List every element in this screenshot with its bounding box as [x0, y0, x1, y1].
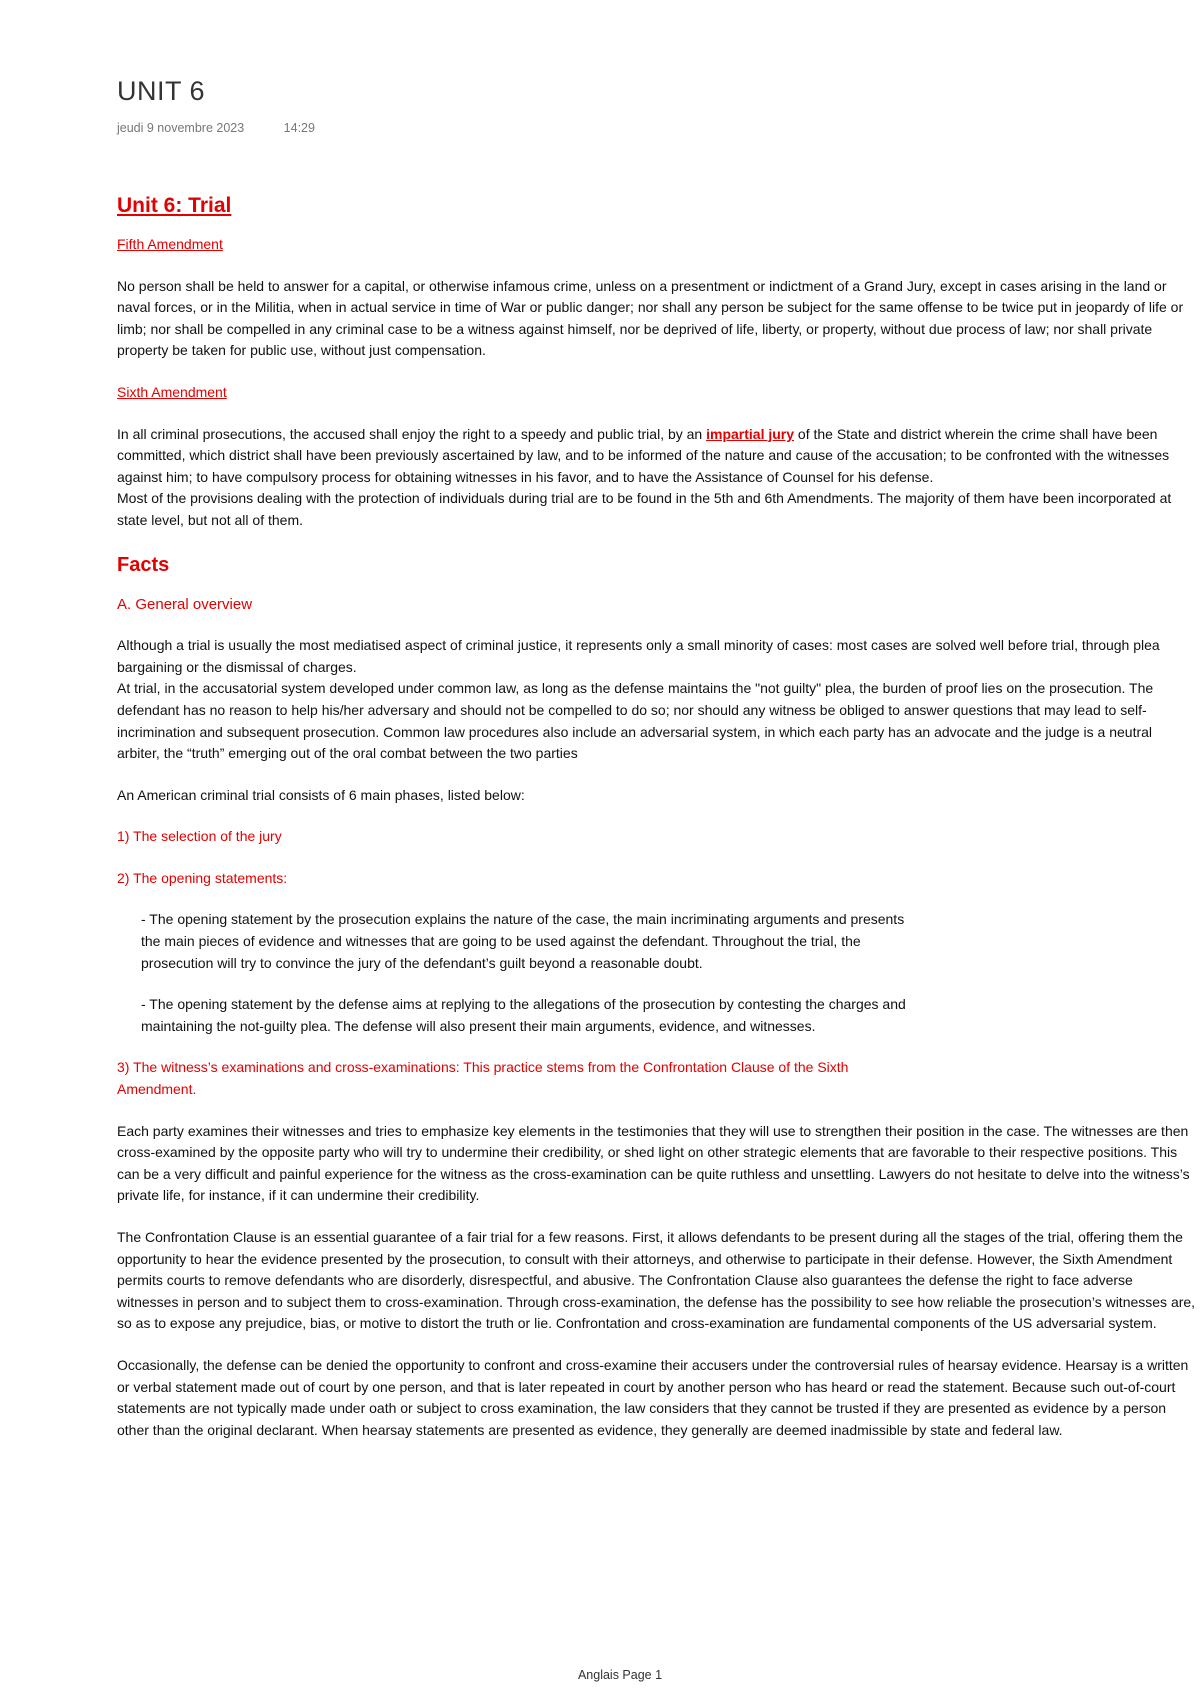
step-opening-statements: 2) The opening statements:	[117, 869, 288, 886]
page-time: 14:29	[283, 121, 315, 135]
general-overview-heading: A. General overview	[117, 595, 253, 613]
bullet-prosecution: - The opening statement by the prosecution explains the nature of the case, the main incriminating arguments and presents the main pieces of evidence and witnesses that are going to be used against the defendant. Throughout the trial, the prosecution will try to convince the jury of the defendant’s guilt beyond a reasonable doubt.	[141, 911, 905, 971]
unit-heading: Unit 6: Trial	[117, 194, 232, 217]
impartial-jury-link[interactable]: impartial jury	[706, 425, 795, 442]
facts-heading: Facts	[117, 553, 170, 576]
fifth-amendment-text: No person shall be held to answer for a capital, or otherwise infamous crime, unless on a presentment or indictment of a Grand Jury, except in cases arising in the land or naval forces, or in the Militia, when in actual service in time of War or public danger; nor shall any person be subject for the same offense to be twice put in jeopardy of life or limb; nor shall be compelled in any criminal case to be a witness against himself, nor be deprived of life, liberty, or property, without due process of law; nor shall private property be taken for public use, without just compensation.	[117, 277, 1184, 359]
bullet-defense: - The opening statement by the defense aims at replying to the allegations of the prosecution by contesting the charges and maintaining the not-guilty plea. The defense will also present their main arguments, evidence, and witnesses.	[141, 996, 906, 1034]
hearsay-paragraph: Occasionally, the defense can be denied the opportunity to confront and cross-examine their accusers under the controversial rules of hearsay evidence. Hearsay is a written or verbal statement made out of court by one person, and that is later repeated in court by another person who has heard or read the statement. Because such out-of-court statements are not typically made under oath or subject to cross examination, the law considers that they cannot be trusted if they are presented as evidence by a person other than the original declarant. When hearsay statements are presented as evidence, they generally are deemed inadmissible by state and federal law.	[117, 1356, 1189, 1438]
sixth-amendment-note: Most of the provisions dealing with the protection of individuals during trial are to be found in the 5th and 6th Amendments. The majority of them have been incorporated at state level, but not all of them.	[117, 490, 1172, 528]
fifth-amendment-heading: Fifth Amendment	[117, 236, 223, 252]
phases-intro: An American criminal trial consists of 6 main phases, listed below:	[117, 786, 525, 803]
confrontation-paragraph: The Confrontation Clause is an essential guarantee of a fair trial for a few reasons. First, it allows defendants to be present during all the stages of the trial, offering them the opportunity to hear the evidence presented by the prosecution, to consult with their attorneys, and otherwise to participate in their defense. However, the Sixth Amendment permits courts to remove defendants who are disorderly, disrespectful, and abusive. The Confrontation Clause also guarantees the defense the right to face adverse witnesses in person and to subject them to cross-examination. Through cross-examination, the defense has the possibility to see how reliable the prosecution’s witnesses are, so as to expose any prejudice, bias, or motive to distort the truth or lie. Confrontation and cross-examination are fundamental components of the US adversarial system.	[117, 1229, 1196, 1332]
overview-paragraph-1: Although a trial is usually the most mediatised aspect of criminal justice, it represents only a small minority of cases: most cases are solved well before trial, through plea bargaining or the dismissal of charges.	[117, 637, 1160, 675]
sixth-amendment-heading: Sixth Amendment	[117, 383, 227, 400]
sixth-text-after: of the State and district wherein the crime shall have been committed, which district shall have been previously ascertained by law, and to be informed of the nature and cause of the accusation; to be confronted with the witnesses against him; to have compulsory process for obtaining witnesses in his favor, and to have the Assistance of Counsel for his defense.	[117, 425, 1170, 485]
page-title: UNIT 6	[117, 76, 206, 106]
note-content	[117, 192, 1197, 1461]
page-date: jeudi 9 novembre 2023	[117, 121, 245, 135]
page-meta	[117, 121, 315, 135]
step-jury-selection: 1) The selection of the jury	[117, 828, 282, 845]
sixth-amendment-text	[117, 424, 1197, 489]
overview-paragraph-2: At trial, in the accusatorial system developed under common law, as long as the defense maintains the "not guilty" plea, the burden of proof lies on the prosecution. The defendant has no reason to help his/her adversary and should not be compelled to do so; nor should any witness be obliged to answer questions that may lead to self-incrimination and subsequent prosecution. Common law procedures also include an adversarial system, in which each party has an advocate and the judge is a neutral arbiter, the “truth” emerging out of the oral combat between the two parties	[117, 680, 1154, 762]
page-footer: Anglais Page 1	[577, 1668, 663, 1682]
sixth-text-before: In all criminal prosecutions, the accused shall enjoy the right to a speedy and public trial, by an	[117, 425, 707, 442]
step-witness-examinations: 3) The witness’s examinations and cross-examinations: This practice stems from the Confrontation Clause of the Sixth Amendment.	[117, 1059, 849, 1098]
examination-paragraph: Each party examines their witnesses and tries to emphasize key elements in the testimonies that they will use to strengthen their position in the case. The witnesses are then cross-examined by the opposite party who will try to undermine their credibility, or shed light on other strategic elements that are favorable to their respective positions. This can be a very difficult and painful experience for the witness as the cross-examination can be quite ruthless and unsettling. Lawyers do not hesitate to delve into the witness’s private life, for instance, if it can undermine their credibility.	[117, 1122, 1190, 1204]
